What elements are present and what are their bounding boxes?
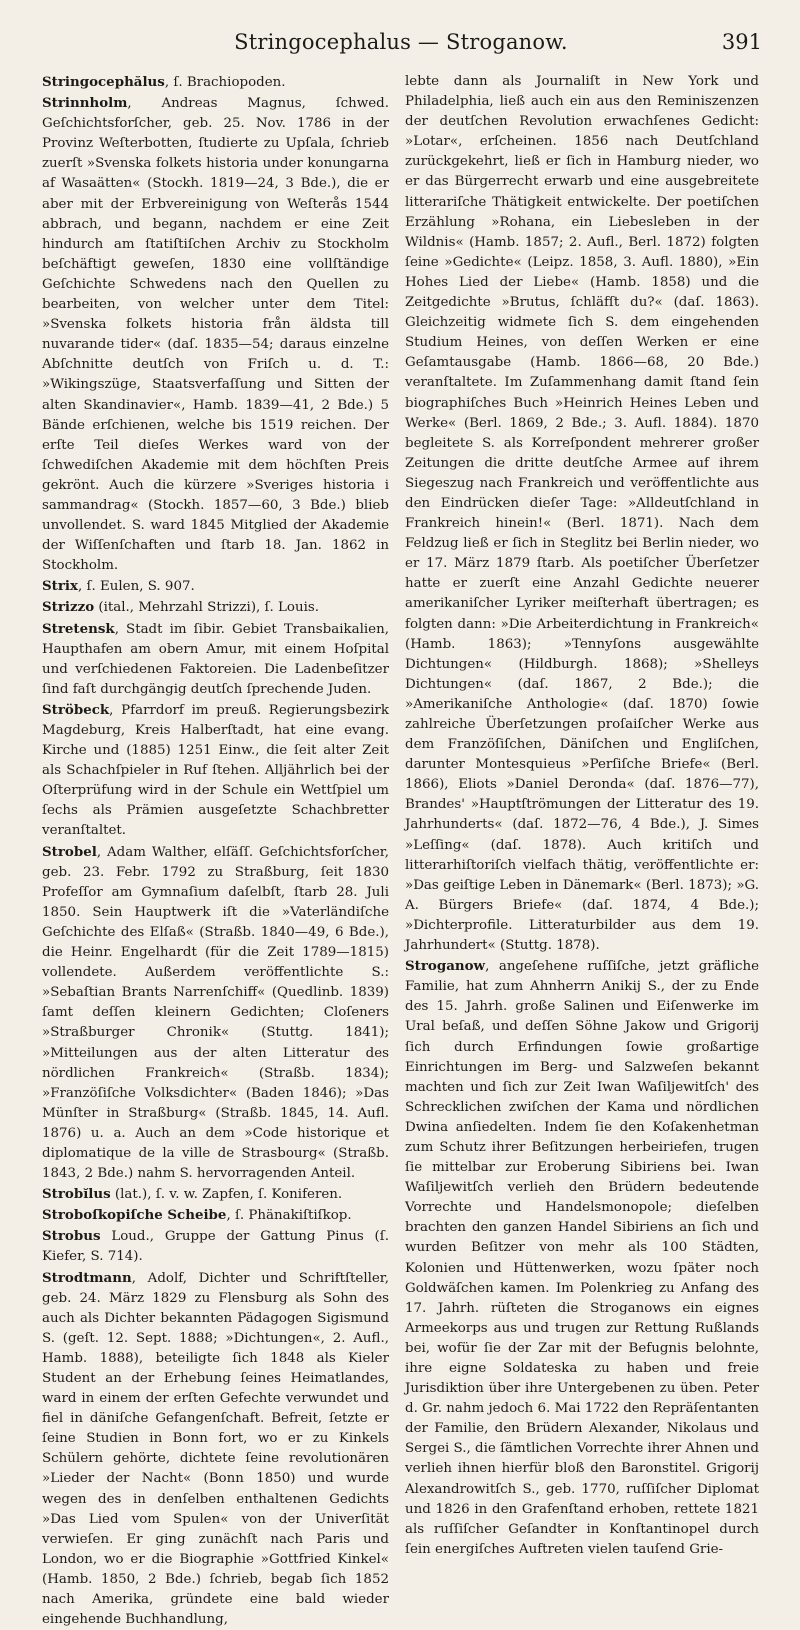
dictionary-entry <box>42 700 389 842</box>
entry-text: , Adam Walther, elſäſſ. Geſchichtsforſcher, geb. 23. Febr. 1792 zu Straßburg, ſeit 1830 Profeſſor am Gymnaſium daſelbſt, ſtarb 28. Juli 1850. Sein Hauptwerk iſt die »Vaterländiſche Geſchichte des Elſaß« (Straßb. 1840—49, 6 Bde.), die Heinr. Engelhardt (für die Zeit 1789—1815) vollendete. Außerdem veröffentlichte S.: »Sebaſtian Brants Narrenſchiff« (Quedlinb. 1839) ſamt deſſen kleinern Gedichten; Cloſeners »Straßburger Chronik« (Stuttg. 1841); »Mitteilungen aus der alten Litteratur des nördlichen Frankreich« (Straßb. 1834); »Franzöſiſche Volksdichter« (Baden 1846); »Das Münſter in Straßburg« (Straßb. 1845, 14. Aufl. 1876) u. a. Auch an dem »Code historique et diplomatique de la ville de Strasbourg« (Straßb. 1843, 2 Bde.) nahm S. hervorragenden Anteil. <box>42 844 389 1182</box>
dictionary-entry <box>42 576 389 597</box>
entry-text: (ital., Mehrzahl Strizzi), ſ. Louis. <box>94 600 320 616</box>
dictionary-entry <box>42 1268 389 1630</box>
dictionary-entry <box>42 842 389 1185</box>
entry-text: , Andreas Magnus, ſchwed. Geſchichtsforſcher, geb. 25. Nov. 1786 in der Provinz Weſterbotten, ſtudierte zu Upſala, ſchrieb zuerſt »Svenska folkets historia under konungarna af Wasaätten« (Stockh. 1819—24, 3 Bde.), die er aber mit der Erbvereinigung von Weſterås 1544 abbrach, und begann, nachdem er eine Zeit hindurch am ſtatiſtiſchen Archiv zu Stockholm beſchäftigt geweſen, 1830 eine vollſtändige Geſchichte Schwedens nach den Quellen zu bearbeiten, von welcher unter dem Titel: »Svenska folkets historia från äldsta till nuvarande tider« (daſ. 1835—54; daraus einzelne Abſchnitte deutſch von Friſch u. d. T.: »Wikingszüge, Staatsverfaſſung und Sitten der alten Skandinavier«, Hamb. 1839—41, 2 Bde.) 5 Bände erſchienen, welche bis 1519 reichen. Der erſte Teil dieſes Werkes ward von der ſchwediſchen Akademie mit dem höchſten Preis gekrönt. Auch die kürzere »Sveriges historia i sammandrag« (Stockh. 1857—60, 3 Bde.) blieb unvollendet. S. ward 1845 Mitglied der Akademie der Wiſſenſchaften und ſtarb 18. Jan. 1862 in Stockholm. <box>42 96 389 574</box>
entry-headword: Strobel <box>42 843 97 860</box>
running-title: Stringocephalus — Stroganow. <box>234 30 568 54</box>
entry-text: , ſ. Brachiopoden. <box>164 75 286 90</box>
entry-headword: Strobus <box>42 1228 101 1245</box>
dictionary-entry <box>42 1205 389 1226</box>
entry-headword: Stringocephălus <box>42 74 165 90</box>
entry-text: , Adolf, Dichter und Schriftſteller, geb. 24. März 1829 zu Flensburg als Sohn des auch als Dichter bekannten Pädagogen Sigismund S. (geſt. 12. Sept. 1888; »Dichtungen«, 2. Aufl., Hamb. 1888), beteiligte ſich 1848 als Kieler Student an der Erhebung ſeines Heimatlandes, ward in einem der erſten Gefechte verwundet und fiel in däniſche Gefangenſchaft. Befreit, ſetzte er ſeine Studien in Bonn fort, wo er zu Kinkels Schülern gehörte, dichtete ſeine revolutionären »Lieder der Nacht« (Bonn 1850) und wurde wegen des in denſelben enthaltenen Gedichts »Das Lied vom Spulen« von der Univerſität verwieſen. Er ging zunächſt nach Paris und London, wo er die Biographie »Gottfried Kinkel« (Hamb. 1850, 2 Bde.) ſchrieb, begab ſich 1852 nach Amerika, gründete eine bald wieder eingehende Buchhandlung, <box>42 1270 389 1628</box>
entry-text: , Stadt im ſibir. Gebiet Transbaikalien, Haupthafen am obern Amur, mit einem Hoſpital und verſchiedenen Faktoreien. Die Ladenbeſitzer ſind faſt durchgängig deutſch ſprechende Juden. <box>42 621 389 697</box>
entry-headword: Strodtmann <box>42 1269 132 1286</box>
dictionary-entry <box>42 72 389 93</box>
entry-headword: Stretensk <box>42 620 115 637</box>
running-header <box>40 30 762 64</box>
dictionary-entry <box>42 597 389 618</box>
entry-headword: Stroboſkopiſche Scheibe <box>42 1207 227 1224</box>
entry-text: Loud., Gruppe der Gattung Pinus (ſ. Kiefer, S. 714). <box>42 1229 389 1265</box>
entry-text: lebte dann als Journaliſt in New York und Philadelphia, ließ auch ein aus den Reminiszenzen der deutſchen Revolution erwachſenes Gedicht: »Lotar«, erſcheinen. 1856 nach Deutſchland zurückgekehrt, ließ er ſich in Hamburg nieder, wo er das Bürgerrecht erwarb und eine ausgebreitete litterariſche Thätigkeit entwickelte. Der poetiſchen Erzählung »Rohana, ein Liebesleben in der Wildnis« (Hamb. 1857; 2. Aufl., Berl. 1872) folgten ſeine »Gedichte« (Leipz. 1858, 3. Aufl. 1880), »Ein Hohes Lied der Liebe« (Hamb. 1858) und die Zeitgedichte »Brutus, ſchläfſt du?« (daſ. 1863). Gleichzeitig widmete ſich S. dem eingehenden Studium Heines, von deſſen Werken er eine Geſamtausgabe (Hamb. 1866—68, 20 Bde.) veranſtaltete. Im Zuſammenhang damit ſtand ſein biographiſches Buch »Heinrich Heines Leben und Werke« (Berl. 1869, 2 Bde.; 3. Aufl. 1884). 1870 begleitete S. als Korreſpondent mehrerer großer Zeitungen die dritte deutſche Armee auf ihrem Siegeszug nach Frankreich und veröffentlichte aus den Eindrücken dieſer Tage: »Alldeutſchland in Frankreich hinein!« (Berl. 1871). Nach dem Feldzug ließ er ſich in Steglitz bei Berlin nieder, wo er 17. März 1879 ſtarb. Als poetiſcher Überſetzer hatte er zuerſt eine Anzahl Gedichte neuerer amerikaniſcher Lyriker meiſterhaft übertragen; es folgten dann: »Die Arbeiterdichtung in Frankreich« (Hamb. 1863); »Tennyſons ausgewählte Dichtungen« (Hildburgh. 1868); »Shelleys Dichtungen« (daſ. 1867, 2 Bde.); die »Amerikaniſche Anthologie« (daſ. 1870) ſowie zahlreiche Überſetzungen proſaiſcher Werke aus dem Franzöſiſchen, Däniſchen und Engliſchen, darunter Montesquieus »Perſiſche Briefe« (Berl. 1866), Eliots »Daniel Deronda« (daſ. 1876—77), Brandes' »Hauptſtrömungen der Litteratur des 19. Jahrhunderts« (daſ. 1872—76, 4 Bde.), J. Simes »Leſſing« (daſ. 1878). Auch kritiſch und litterarhiſtoriſch vielfach thätig, veröffentlichte er: »Das geiſtige Leben in Dänemark« (Berl. 1873); »G. A. Bürgers Briefe« (daſ. 1874, 4 Bde.); »Dichterprofile. Litteraturbilder aus dem 19. Jahrhundert« (Stuttg. 1878). <box>405 74 759 954</box>
entry-text: , ſ. Eulen, S. 907. <box>77 579 195 595</box>
entry-headword: Strix <box>42 578 78 595</box>
entry-headword: Strizzo <box>42 599 95 616</box>
left-column <box>42 72 389 1628</box>
entry-text: (lat.), ſ. v. w. Zapfen, ſ. Koniferen. <box>110 1187 343 1203</box>
right-column <box>405 72 759 1557</box>
entry-headword: Stroganow <box>405 958 486 975</box>
page-number: 391 <box>721 30 762 54</box>
entry-text: , Pfarrdorf im preuß. Regierungsbezirk Magdeburg, Kreis Halberſtadt, hat eine evang. Kirche und (1885) 1251 Einw., die ſeit alter Zeit als Schachſpieler in Ruf ſtehen. Alljährlich bei der Oſterprüfung wird in der Schule ein Wettſpiel um ſechs als Prämien ausgeſetzte Schachbretter veranſtaltet. <box>42 702 389 839</box>
dictionary-entry <box>42 619 389 700</box>
entry-headword: Strinnholm <box>42 95 128 112</box>
dictionary-entry <box>42 1184 389 1205</box>
entry-headword: Ströbeck <box>42 701 110 718</box>
entry-headword: Strobĭlus <box>42 1186 111 1203</box>
dictionary-entry <box>42 93 389 576</box>
entry-text: , ſ. Phänakiſtiſkop. <box>226 1208 352 1224</box>
dictionary-entry <box>405 72 759 956</box>
dictionary-entry <box>42 1226 389 1267</box>
dictionary-entry <box>405 956 759 1560</box>
entry-text: , angeſehene ruſſiſche, jetzt gräfliche Familie, hat zum Ahnherrn Anikij S., der zu Ende des 15. Jahrh. große Salinen und Eiſenwerke im Ural beſaß, und deſſen Söhne Jakow und Grigorij ſich durch Erfindungen ſowie großartige Einrichtungen im Berg- und Salzweſen bekannt machten und ſich zur Zeit Iwan Waſiljewitſch' des Schrecklichen zwiſchen der Kama und nördlichen Dwina anſiedelten. Indem ſie den Koſakenhetman zum Schutz ihrer Beſitzungen herbeiriefen, trugen ſie mittelbar zur Eroberung Sibiriens bei. Iwan Waſiljewitſch verlieh den Brüdern bedeutende Vorrechte und Handelsmonopole; dieſelben brachten den ganzen Handel Sibiriens an ſich und wurden Beſitzer von mehr als 100 Städten, Kolonien und Hüttenwerken, wozu ſpäter noch Goldwäſchen kamen. Im Polenkrieg zu Anfang des 17. Jahrh. rüſteten die Stroganows ein eignes Armeekorps aus und trugen zur Rettung Rußlands bei, wofür ſie der Zar mit der Befugnis belohnte, ihre eigne Soldateska zu haben und freie Jurisdiktion über ihre Untergebenen zu üben. Peter d. Gr. nahm jedoch 6. Mai 1722 den Repräſentanten der Familie, den Brüdern Alexander, Nikolaus und Sergei S., die ſämtlichen Vorrechte ihrer Ahnen und verlieh ihnen hierfür bloß den Baronstitel. Grigorij Alexandrowitſch S., geb. 1770, ruſſiſcher Diplomat und 1826 in den Grafenſtand erhoben, rettete 1821 als ruſſiſcher Geſandter in Konſtantinopel durch ſein energiſches Auftreten vielen tauſend Grie- <box>405 959 759 1557</box>
